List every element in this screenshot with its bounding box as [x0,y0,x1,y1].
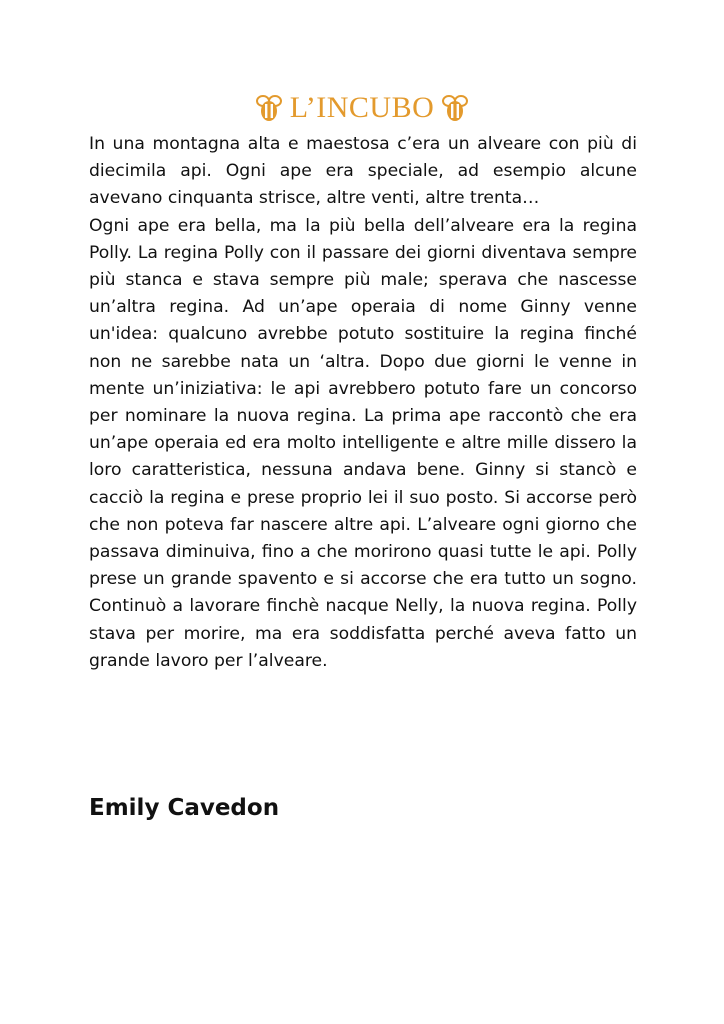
bee-icon [254,93,284,123]
story-body [89,131,637,675]
page-title: L’INCUBO [289,91,435,124]
title-row [0,88,724,128]
author-name: Emily Cavedon [89,795,280,821]
paragraph: Ogni ape era bella, ma la più bella dell’alveare era la regina Polly. La regina Polly con il passare dei giorni diventava sempre più stanca e stava sempre più male; sperava che nascesse un’altra regina. Ad un’ape operaia di nome Ginny venne un'idea: qualcuno avrebbe potuto sostituire la regina finché non ne sarebbe nata un ‘altra. Dopo due giorni le venne in mente un’iniziativa: le api avrebbero potuto fare un concorso per nominare la nuova regina. La prima ape raccontò che era un’ape operaia ed era molto intelligente e altre mille dissero la loro caratteristica, nessuna andava bene. Ginny si stancò e cacciò la regina e prese proprio lei il suo posto. Si accorse però che non poteva far nascere altre api. L’alveare ogni giorno che passava diminuiva, fino a che morirono quasi tutte le api. Polly prese un grande spavento e si accorse che era tutto un sogno. Continuò a lavorare finchè nacque Nelly, la nuova regina. Polly stava per morire, ma era soddisfatta perché aveva fatto un grande lavoro per l’alveare. [89,215,637,671]
bee-icon [440,93,470,123]
paragraph: In una montagna alta e maestosa c’era un alveare con più di diecimila api. Ogni ape era speciale, ad esempio alcune avevano cinquanta strisce, altre venti, altre trenta… [89,134,637,209]
